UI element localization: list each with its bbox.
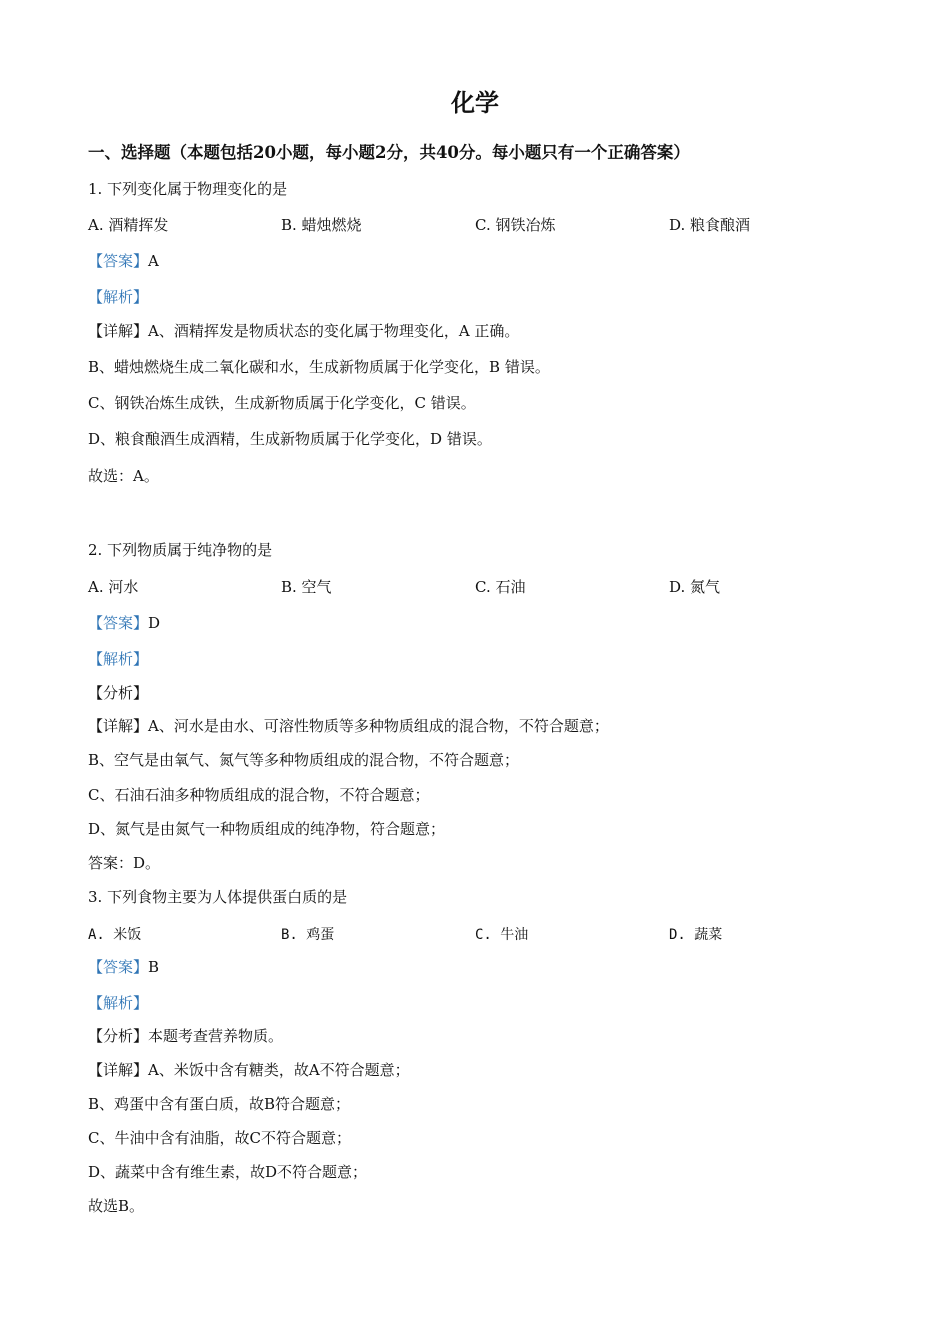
q3-detail-line: 【分析】本题考查营养物质。 (88, 1027, 284, 1045)
q2-stem: 2. 下列物质属于纯净物的是 (88, 541, 273, 559)
q3-option-d: D. 蔬菜 (669, 927, 723, 943)
q1-detail-line: D、粮食酿酒生成酒精，生成新物质属于化学变化，D 错误。 (88, 430, 492, 448)
q1-stem: 1. 下列变化属于物理变化的是 (88, 180, 288, 198)
q2-option-c: C. 石油 (475, 578, 526, 596)
q3-option-a: A. 米饭 (88, 927, 142, 943)
answer-label: 【答案】 (88, 252, 149, 270)
q3-answer-line (88, 957, 159, 977)
q2-option-a: A. 河水 (88, 578, 139, 596)
q3-stem: 3. 下列食物主要为人体提供蛋白质的是 (88, 888, 348, 906)
q2-analysis-label: 【解析】 (88, 650, 149, 668)
q2-detail-line: 【分析】 (88, 684, 149, 702)
q3-conclusion: 故选B。 (88, 1197, 145, 1215)
section-heading: 一、选择题（本题包括20小题，每小题2分，共40分。每小题只有一个正确答案） (88, 143, 690, 162)
q1-option-b: B. 蜡烛燃烧 (281, 216, 362, 234)
q2-detail-line: B、空气是由氧气、氮气等多种物质组成的混合物，不符合题意； (88, 751, 520, 769)
q1-conclusion: 故选：A。 (88, 467, 159, 485)
q1-detail-line: B、蜡烛燃烧生成二氧化碳和水，生成新物质属于化学变化，B 错误。 (88, 358, 550, 376)
q2-conclusion: 答案：D。 (88, 854, 161, 872)
q3-analysis-label: 【解析】 (88, 994, 149, 1012)
q3-detail-line: D、蔬菜中含有维生素，故D不符合题意； (88, 1163, 368, 1181)
answer-label: 【答案】 (88, 614, 149, 632)
q1-option-d: D. 粮食酿酒 (669, 216, 751, 234)
q1-option-a: A. 酒精挥发 (88, 216, 169, 234)
q1-detail-line: C、钢铁冶炼生成铁，生成新物质属于化学变化，C 错误。 (88, 394, 476, 412)
q2-detail-line: C、石油石油多种物质组成的混合物，不符合题意； (88, 786, 430, 804)
q2-option-b: B. 空气 (281, 578, 332, 596)
answer-label: 【答案】 (88, 958, 149, 976)
q1-answer: A (148, 252, 159, 270)
q3-answer: B (148, 958, 160, 976)
q1-answer-line (88, 251, 159, 271)
q1-option-c: C. 钢铁冶炼 (475, 216, 556, 234)
q2-answer: D (148, 614, 161, 632)
q2-detail-line: D、氮气是由氮气一种物质组成的纯净物，符合题意； (88, 820, 446, 838)
q3-detail-line: B、鸡蛋中含有蛋白质，故B符合题意； (88, 1095, 351, 1113)
q2-detail-line: 【详解】A、河水是由水、可溶性物质等多种物质组成的混合物，不符合题意； (88, 717, 609, 735)
q3-option-b: B. 鸡蛋 (281, 927, 335, 943)
q2-answer-line (88, 613, 160, 633)
q3-option-c: C. 牛油 (475, 927, 529, 943)
q1-analysis-label: 【解析】 (88, 288, 149, 306)
page-title: 化学 (451, 88, 499, 117)
q2-option-d: D. 氮气 (669, 578, 721, 596)
q3-detail-line: C、牛油中含有油脂，故C不符合题意； (88, 1129, 351, 1147)
q3-detail-line: 【详解】A、米饭中含有糖类，故A不符合题意； (88, 1061, 410, 1079)
q1-detail-line: 【详解】A、酒精挥发是物质状态的变化属于物理变化，A 正确。 (88, 322, 520, 340)
